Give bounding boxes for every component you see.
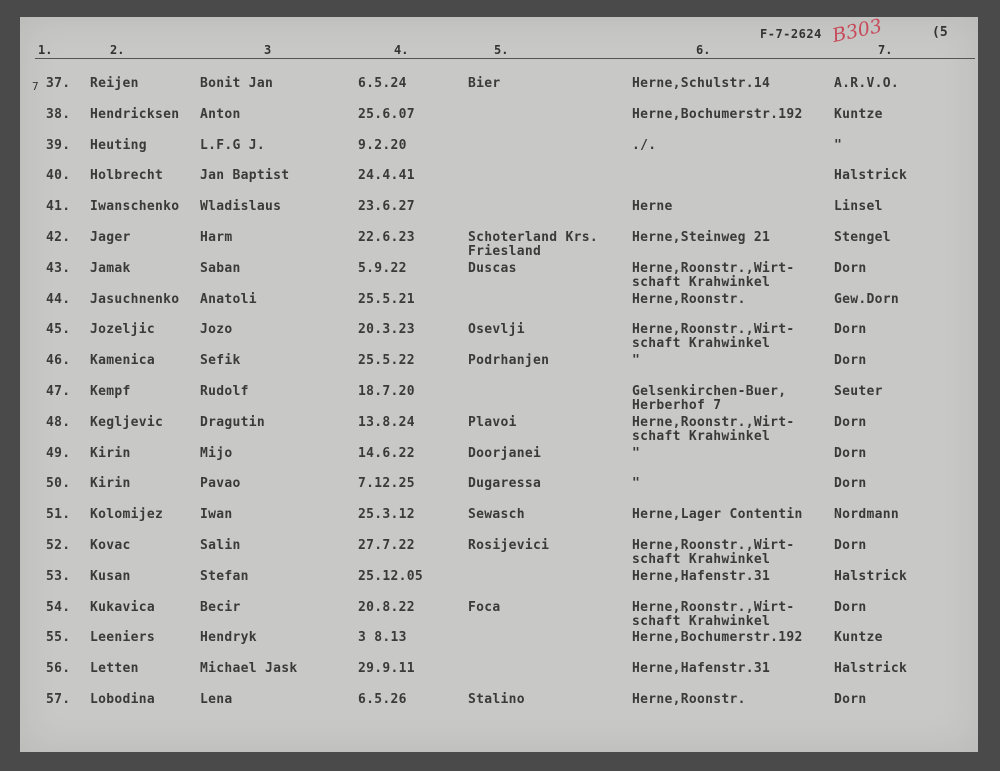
birth-date: 25.6.07 (358, 106, 415, 122)
employer: Gew.Dorn (834, 291, 900, 307)
birthplace: Doorjanei (468, 445, 542, 461)
table-row (0, 570, 1000, 600)
employer: Kuntze (834, 106, 883, 122)
surname: Leeniers (90, 630, 156, 646)
given-name: Harm (200, 230, 233, 245)
row-number: 48. (46, 414, 71, 430)
address: Herne,Bochumerstr.192 (632, 630, 803, 646)
employer: A.R.V.O. (834, 76, 900, 91)
row-number: 54. (46, 599, 71, 615)
address: " (632, 445, 641, 461)
surname: Holbrecht (90, 168, 164, 184)
address: " (632, 353, 641, 369)
employer: Stengel (834, 230, 891, 245)
given-name: Mijo (200, 445, 233, 461)
address: ./. (632, 137, 657, 153)
surname: Kusan (90, 568, 131, 584)
given-name: Anatoli (200, 291, 257, 307)
birth-date: 25.5.21 (358, 291, 415, 307)
employer: Dorn (834, 414, 867, 430)
address: Herne,Roonstr.,Wirt- schaft Krahwinkel (632, 260, 795, 290)
header-rule (35, 58, 975, 59)
header-col-1: 1. (38, 43, 53, 57)
table-row (0, 77, 1000, 107)
address: " (632, 476, 641, 492)
given-name: Rudolf (200, 384, 249, 399)
birth-date: 6.5.24 (358, 76, 407, 91)
birth-date: 14.6.22 (358, 445, 415, 461)
birthplace: Schoterland Krs. Friesland (468, 230, 599, 259)
address: Gelsenkirchen-Buer, Herberhof 7 (632, 384, 787, 413)
birthplace: Foca (468, 599, 501, 615)
given-name: Jan Baptist (200, 168, 290, 184)
row-number: 41. (46, 199, 71, 215)
employer: Dorn (834, 599, 867, 615)
address: Herne,Roonstr.,Wirt- schaft Krahwinkel (632, 414, 795, 444)
birth-date: 18.7.20 (358, 384, 415, 399)
birth-date: 13.8.24 (358, 414, 415, 430)
surname: Jamak (90, 260, 131, 276)
birth-date: 6.5.26 (358, 692, 407, 707)
birthplace: Sewasch (468, 507, 525, 523)
birth-date: 29.9.11 (358, 661, 415, 677)
birthplace: Dugaressa (468, 476, 542, 492)
employer: Dorn (834, 353, 867, 369)
header-col-7: 7. (878, 43, 893, 57)
row-number: 39. (46, 137, 71, 153)
birth-date: 23.6.27 (358, 199, 415, 215)
birth-date: 22.6.23 (358, 230, 415, 245)
header-col-2: 2. (110, 43, 125, 57)
given-name: Jozo (200, 322, 233, 338)
birthplace: Stalino (468, 692, 525, 707)
surname: Kempf (90, 384, 131, 399)
given-name: Dragutin (200, 414, 266, 430)
employer: Dorn (834, 476, 867, 492)
employer: Linsel (834, 199, 883, 215)
employer: Dorn (834, 260, 867, 276)
table-row (0, 139, 1000, 169)
row-number: 47. (46, 384, 71, 399)
given-name: Hendryk (200, 630, 257, 646)
table-row (0, 447, 1000, 477)
row-number: 38. (46, 106, 71, 122)
table-row (0, 354, 1000, 384)
table-row (0, 477, 1000, 507)
employer: Dorn (834, 322, 867, 338)
table-row (0, 262, 1000, 292)
row-number: 51. (46, 507, 71, 523)
given-name: Becir (200, 599, 241, 615)
given-name: Wladislaus (200, 199, 282, 215)
address: Herne,Hafenstr.31 (632, 568, 771, 584)
table-row (0, 231, 1000, 261)
row-number: 49. (46, 445, 71, 461)
surname: Lobodina (90, 692, 156, 707)
table-row (0, 293, 1000, 323)
birth-date: 25.12.05 (358, 568, 424, 584)
row-number: 46. (46, 353, 71, 369)
birthplace: Duscas (468, 260, 517, 276)
table-row (0, 323, 1000, 353)
surname: Kolomijez (90, 507, 164, 523)
birth-date: 9.2.20 (358, 137, 407, 153)
address: Herne,Roonstr. (632, 291, 746, 307)
employer: Halstrick (834, 661, 908, 677)
row-number: 40. (46, 168, 71, 184)
surname: Kirin (90, 445, 131, 461)
header-col-3: 3 (264, 43, 272, 57)
surname: Hendricksen (90, 106, 180, 122)
surname: Kirin (90, 476, 131, 492)
birth-date: 20.8.22 (358, 599, 415, 615)
address: Herne,Bochumerstr.192 (632, 106, 803, 122)
surname: Kovac (90, 538, 131, 553)
surname: Iwanschenko (90, 199, 180, 215)
given-name: Pavao (200, 476, 241, 492)
table-row (0, 508, 1000, 538)
table-row (0, 200, 1000, 230)
birth-date: 3 8.13 (358, 630, 407, 646)
employer: Halstrick (834, 568, 908, 584)
address: Herne,Steinweg 21 (632, 230, 771, 245)
given-name: Iwan (200, 507, 233, 523)
address: Herne (632, 199, 673, 215)
given-name: Saban (200, 260, 241, 276)
birth-date: 5.9.22 (358, 260, 407, 276)
given-name: Michael Jask (200, 661, 298, 677)
handwritten-stamp: B303 (830, 15, 884, 47)
surname: Heuting (90, 137, 147, 153)
birth-date: 7.12.25 (358, 476, 415, 492)
row-number: 50. (46, 476, 71, 492)
row-number: 52. (46, 538, 71, 553)
row-number: 56. (46, 661, 71, 677)
birth-date: 24.4.41 (358, 168, 415, 184)
row-number: 57. (46, 692, 71, 707)
employer: Halstrick (834, 168, 908, 184)
table-row (0, 601, 1000, 631)
header-col-6: 6. (696, 43, 711, 57)
address: Herne,Roonstr. (632, 692, 746, 707)
address: Herne,Roonstr.,Wirt- schaft Krahwinkel (632, 538, 795, 567)
row-number: 44. (46, 291, 71, 307)
surname: Jozeljic (90, 322, 156, 338)
surname: Jasuchnenko (90, 291, 180, 307)
given-name: Stefan (200, 568, 249, 584)
table-row (0, 385, 1000, 415)
page-mark: (5 (932, 25, 948, 40)
birthplace: Osevlji (468, 322, 525, 338)
birth-date: 25.5.22 (358, 353, 415, 369)
birthplace: Bier (468, 76, 501, 91)
birthplace: Rosijevici (468, 538, 550, 553)
employer: Dorn (834, 692, 867, 707)
header-col-5: 5. (494, 43, 509, 57)
table-row (0, 108, 1000, 138)
row-number: 45. (46, 322, 71, 338)
row-number: 53. (46, 568, 71, 584)
employer: Seuter (834, 384, 883, 399)
surname: Reijen (90, 76, 139, 91)
surname: Kukavica (90, 599, 156, 615)
surname: Kegljevic (90, 414, 164, 430)
birthplace: Plavoi (468, 414, 517, 430)
row-number: 43. (46, 260, 71, 276)
table-row (0, 416, 1000, 446)
row-number: 42. (46, 230, 71, 245)
surname: Jager (90, 230, 131, 245)
employer: " (834, 137, 843, 153)
given-name: Anton (200, 106, 241, 122)
birth-date: 27.7.22 (358, 538, 415, 553)
address: Herne,Roonstr.,Wirt- schaft Krahwinkel (632, 599, 795, 629)
margin-tick: 7 (32, 80, 39, 93)
given-name: Bonit Jan (200, 76, 274, 91)
given-name: Salin (200, 538, 241, 553)
given-name: Lena (200, 692, 233, 707)
document-reference: F-7-2624 (760, 27, 822, 41)
table-row (0, 169, 1000, 199)
table-row (0, 693, 1000, 723)
header-col-4: 4. (394, 43, 409, 57)
table-row (0, 662, 1000, 692)
table-row (0, 631, 1000, 661)
employer: Nordmann (834, 507, 900, 523)
employer: Dorn (834, 445, 867, 461)
address: Herne,Lager Contentin (632, 507, 803, 523)
surname: Letten (90, 661, 139, 677)
employer: Kuntze (834, 630, 883, 646)
address: Herne,Schulstr.14 (632, 76, 771, 91)
given-name: L.F.G J. (200, 137, 266, 153)
given-name: Sefik (200, 353, 241, 369)
surname: Kamenica (90, 353, 156, 369)
row-number: 55. (46, 630, 71, 646)
employer: Dorn (834, 538, 867, 553)
address: Herne,Roonstr.,Wirt- schaft Krahwinkel (632, 322, 795, 352)
birth-date: 20.3.23 (358, 322, 415, 338)
birth-date: 25.3.12 (358, 507, 415, 523)
table-row (0, 539, 1000, 569)
birthplace: Podrhanjen (468, 353, 550, 369)
row-number: 37. (46, 76, 71, 91)
address: Herne,Hafenstr.31 (632, 661, 771, 677)
